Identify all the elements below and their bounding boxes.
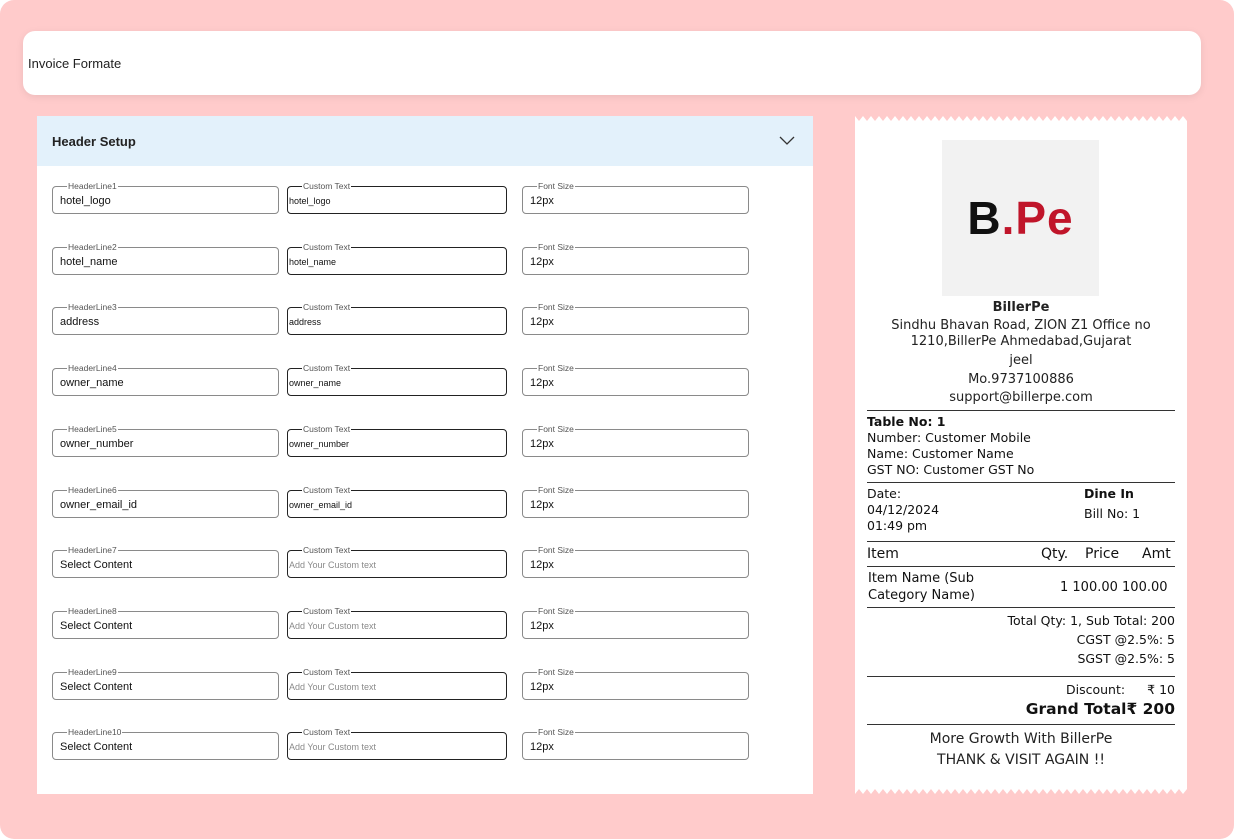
header-line-select[interactable] [52, 302, 279, 335]
custom-text-value: Add Your Custom text [289, 620, 377, 631]
totals-line: Total Qty: 1, Sub Total: 200 [1007, 613, 1175, 628]
owner-name: jeel [1009, 353, 1033, 368]
header-setup-accordion[interactable] [37, 116, 813, 166]
font-size-input[interactable] [522, 302, 749, 335]
footer-message: More Growth With BillerPe [929, 731, 1113, 747]
custom-text-input[interactable] [287, 302, 507, 335]
custom-text-input[interactable] [287, 727, 507, 760]
font-size-value: 12px [530, 680, 554, 693]
font-size-input[interactable] [522, 666, 749, 700]
font-size-label: Font Size [538, 727, 574, 738]
custom-text-value: Add Your Custom text [289, 560, 377, 571]
divider [867, 482, 1175, 483]
invoice-preview [855, 116, 1187, 794]
font-size-label: Font Size [538, 241, 574, 252]
header-line-value: Select Content [60, 559, 133, 572]
bill-time: 01:49 pm [867, 518, 928, 533]
customer-number: Number: Customer Mobile [867, 430, 1031, 445]
header-line-row [37, 423, 813, 463]
header-line-row [37, 484, 813, 524]
font-size-label: Font Size [538, 423, 574, 434]
column-amt: Amt [1142, 546, 1171, 562]
header-line-label: HeaderLine4 [68, 363, 117, 374]
font-size-value: 12px [530, 741, 554, 754]
header-line-select[interactable] [52, 666, 279, 700]
customer-gst: GST NO: Customer GST No [867, 462, 1035, 477]
font-size-input[interactable] [522, 605, 749, 639]
header-line-value: hotel_name [60, 255, 118, 268]
font-size-value: 12px [530, 255, 554, 268]
divider [867, 566, 1175, 567]
header-line-select[interactable] [52, 423, 279, 457]
discount-label: Discount: [1066, 682, 1126, 697]
item-name-line1: Item Name (Sub [868, 571, 975, 586]
custom-text-value: hotel_logo [289, 196, 331, 206]
font-size-value: 12px [530, 377, 554, 390]
header-line-value: hotel_logo [60, 195, 111, 207]
custom-text-label: Custom Text [303, 727, 351, 738]
header-line-label: HeaderLine8 [68, 605, 117, 616]
header-line-row [37, 241, 813, 281]
owner-mobile: Mo.9737100886 [968, 372, 1074, 387]
column-price: Price [1085, 546, 1120, 562]
header-line-row [37, 181, 813, 220]
header-line-value: owner_name [60, 377, 124, 390]
font-size-value: 12px [530, 195, 554, 207]
owner-email: support@billerpe.com [949, 390, 1093, 405]
custom-text-value: owner_name [289, 378, 342, 389]
customer-name: Name: Customer Name [867, 446, 1014, 461]
font-size-label: Font Size [538, 302, 574, 313]
font-size-value: 12px [530, 619, 554, 632]
header-line-select[interactable] [52, 727, 279, 760]
font-size-input[interactable] [522, 423, 749, 457]
custom-text-value: Add Your Custom text [289, 742, 377, 753]
custom-text-label: Custom Text [303, 605, 351, 616]
custom-text-input[interactable] [287, 605, 507, 639]
font-size-input[interactable] [522, 363, 749, 396]
table-number: Table No: 1 [867, 414, 946, 429]
font-size-label: Font Size [538, 666, 574, 677]
custom-text-value: owner_number [289, 438, 350, 449]
header-line-select[interactable] [52, 484, 279, 518]
font-size-input[interactable] [522, 181, 749, 214]
custom-text-input[interactable] [287, 241, 507, 275]
font-size-label: Font Size [538, 605, 574, 616]
header-line-label: HeaderLine5 [68, 423, 117, 434]
business-name: BillerPe [992, 300, 1050, 315]
header-line-value: address [60, 316, 100, 329]
header-line-value: owner_number [60, 437, 134, 450]
custom-text-value: Add Your Custom text [289, 681, 377, 692]
header-line-row [37, 666, 813, 706]
custom-text-label: Custom Text [303, 241, 351, 252]
header-line-row [37, 605, 813, 645]
header-line-select[interactable] [52, 545, 279, 578]
header-line-label: HeaderLine3 [68, 302, 117, 313]
cgst-line: CGST @2.5%: 5 [1076, 632, 1175, 647]
custom-text-label: Custom Text [303, 666, 351, 677]
divider [867, 410, 1175, 411]
discount-value: ₹ 10 [1147, 682, 1175, 697]
header-line-label: HeaderLine10 [68, 727, 122, 738]
header-line-row [37, 363, 813, 402]
chevron-down-icon[interactable] [779, 136, 795, 146]
font-size-input[interactable] [522, 484, 749, 518]
footer-thanks: THANK & VISIT AGAIN !! [937, 752, 1105, 768]
header-line-row [37, 545, 813, 584]
custom-text-label: Custom Text [303, 302, 351, 313]
header-line-label: HeaderLine1 [68, 181, 117, 191]
font-size-label: Font Size [538, 545, 574, 556]
custom-text-input[interactable] [287, 181, 507, 214]
address-line-2: 1210,BillerPe Ahmedabad,Gujarat [910, 334, 1132, 349]
header-line-value: Select Content [60, 680, 133, 693]
header-line-select[interactable] [52, 605, 279, 639]
order-type: Dine In [1084, 486, 1134, 501]
divider [867, 541, 1175, 542]
custom-text-label: Custom Text [303, 363, 351, 374]
font-size-value: 12px [530, 316, 554, 329]
font-size-input[interactable] [522, 545, 749, 578]
header-line-value: Select Content [60, 619, 133, 632]
header-line-label: HeaderLine7 [68, 545, 117, 556]
divider [867, 724, 1175, 725]
item-values: 1 100.00 100.00 [1060, 580, 1168, 595]
date-label: Date: [867, 486, 902, 501]
custom-text-value: owner_email_id [289, 499, 353, 510]
page-title: Invoice Formate [28, 55, 122, 71]
header-line-select[interactable] [52, 241, 279, 275]
custom-text-label: Custom Text [303, 484, 351, 495]
receipt-top-edge [855, 116, 1187, 124]
custom-text-input[interactable] [287, 423, 507, 457]
address-line-1: Sindhu Bhavan Road, ZION Z1 Office no [891, 318, 1151, 333]
header-line-row [37, 302, 813, 341]
item-name-line2: Category Name) [868, 588, 975, 603]
custom-text-label: Custom Text [303, 423, 351, 434]
font-size-value: 12px [530, 498, 554, 511]
custom-text-input[interactable] [287, 363, 507, 396]
grand-total: Grand Total₹ 200 [1025, 700, 1175, 718]
header-line-value: Select Content [60, 741, 133, 754]
custom-text-input[interactable] [287, 545, 507, 578]
custom-text-label: Custom Text [303, 545, 351, 556]
font-size-label: Font Size [538, 484, 574, 495]
font-size-value: 12px [530, 559, 554, 572]
header-line-label: HeaderLine2 [68, 241, 117, 252]
header-setup-panel [37, 116, 813, 794]
font-size-label: Font Size [538, 363, 574, 374]
font-size-input[interactable] [522, 241, 749, 275]
custom-text-input[interactable] [287, 484, 507, 518]
divider [867, 676, 1175, 677]
custom-text-label: Custom Text [303, 181, 351, 191]
custom-text-value: hotel_name [289, 256, 337, 267]
font-size-value: 12px [530, 437, 554, 450]
font-size-label: Font Size [538, 181, 574, 191]
divider [867, 607, 1175, 608]
hotel-logo: B.Pe [942, 140, 1099, 296]
receipt-bottom-edge [855, 786, 1187, 794]
bill-date: 04/12/2024 [867, 502, 940, 517]
header-line-label: HeaderLine9 [68, 666, 117, 677]
header-setup-title: Header Setup [52, 133, 136, 149]
header-line-select[interactable] [52, 363, 279, 396]
header-line-value: owner_email_id [60, 498, 138, 511]
sgst-line: SGST @2.5%: 5 [1077, 651, 1175, 666]
page-title-card [23, 31, 1201, 95]
column-item: Item [867, 546, 899, 562]
column-qty: Qty. [1041, 546, 1069, 562]
header-line-label: HeaderLine6 [68, 484, 117, 495]
header-line-row [37, 727, 813, 766]
custom-text-input[interactable] [287, 666, 507, 700]
custom-text-value: address [289, 317, 322, 328]
font-size-input[interactable] [522, 727, 749, 760]
header-line-select[interactable] [52, 181, 279, 214]
bill-number: Bill No: 1 [1084, 506, 1141, 521]
